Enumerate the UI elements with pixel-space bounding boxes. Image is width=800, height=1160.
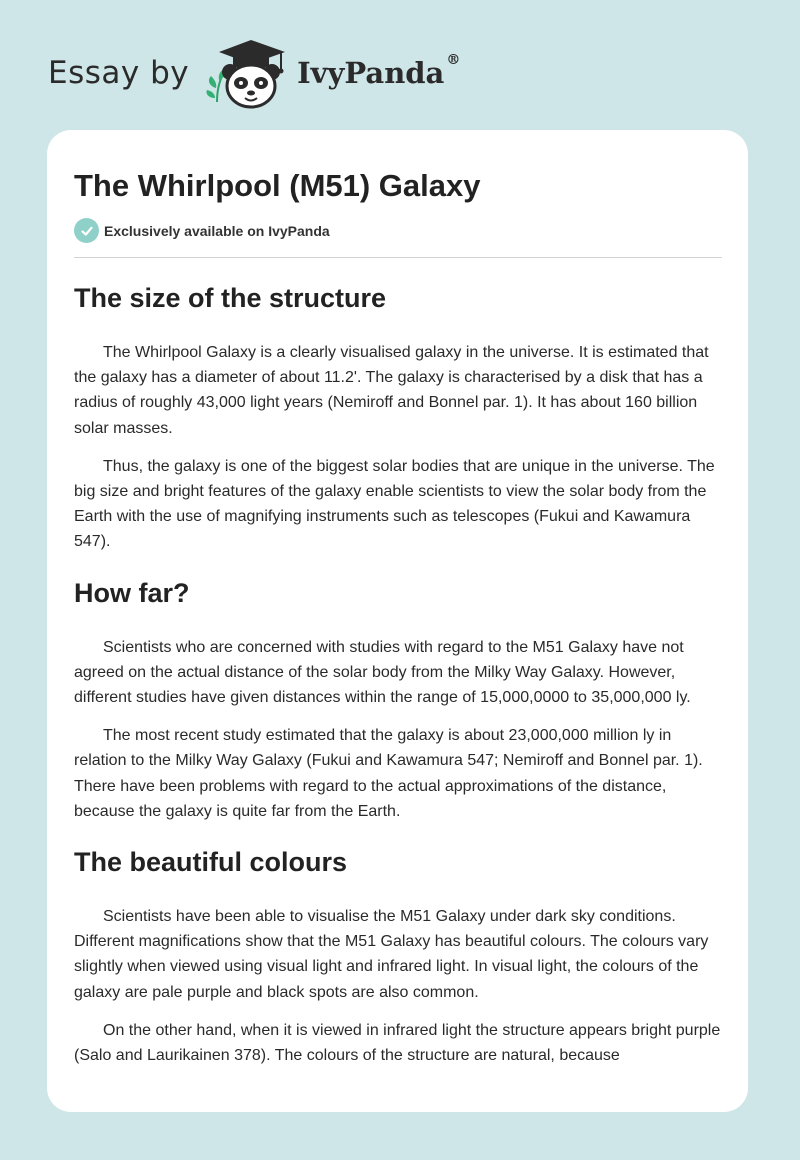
title-divider	[74, 257, 722, 258]
section-heading: The beautiful colours	[74, 847, 348, 878]
exclusive-badge	[74, 218, 722, 243]
paragraph: On the other hand, when it is viewed in infrared light the structure appears bright purple (Salo and Laurikainen 378). The colours of the structure are natural, because	[74, 1021, 721, 1065]
essay-card	[47, 130, 748, 1112]
paragraph: The Whirlpool Galaxy is a clearly visualised galaxy in the universe. It is estimated that the galaxy has a diameter of about 11.2'. The galaxy is characterised by a disk that has a radius of roughly 43,000 light years (Nemiroff and Bonnel par. 1). It has about 160 billion solar masses.	[74, 344, 709, 437]
registered-mark: ®	[446, 52, 461, 68]
paragraph: The most recent study estimated that the galaxy is about 23,000,000 million ly in relation to the Milky Way Galaxy (Fukui and Kawamura 547; Nemiroff and Bonnel par. 1). There have been problems with regard to the actual approximations of the distance, because the galaxy is quite far from the Earth.	[74, 727, 703, 820]
badge-text: Exclusively available on IvyPanda	[104, 222, 330, 239]
section-colours	[74, 845, 722, 1068]
section-size	[74, 281, 722, 555]
paragraph: Scientists have been able to visualise the M51 Galaxy under dark sky conditions. Different magnifications show that the M51 Galaxy has beautiful colours. The colours vary slightly when viewed using visual light and infrared light. In visual light, the colours of the galaxy are pale purple and black spots are also common.	[74, 908, 709, 1001]
brand-name: IvyPanda ®	[297, 52, 461, 90]
page-title: The Whirlpool (M51) Galaxy	[74, 168, 481, 203]
section-heading: How far?	[74, 577, 190, 608]
brand-prefix: Essay by	[48, 55, 190, 91]
section-distance	[74, 576, 722, 824]
check-circle-icon	[74, 218, 99, 243]
panda-graduate-logo-icon	[203, 36, 291, 110]
paragraph: Thus, the galaxy is one of the biggest solar bodies that are unique in the universe. The big size and bright features of the galaxy enable scientists to view the solar body from the Earth with the use of magnifying instruments such as telescopes (Fukui and Kawamura 547).	[74, 457, 715, 551]
section-heading: The size of the structure	[74, 283, 387, 313]
brand-header[interactable]	[48, 36, 460, 110]
paragraph: Scientists who are concerned with studies with regard to the M51 Galaxy have not agreed on the actual distance of the solar body from the Milky Way Galaxy. However, different studies have given distances within the range of 15,000,0000 to 35,000,000 ly.	[74, 638, 691, 707]
